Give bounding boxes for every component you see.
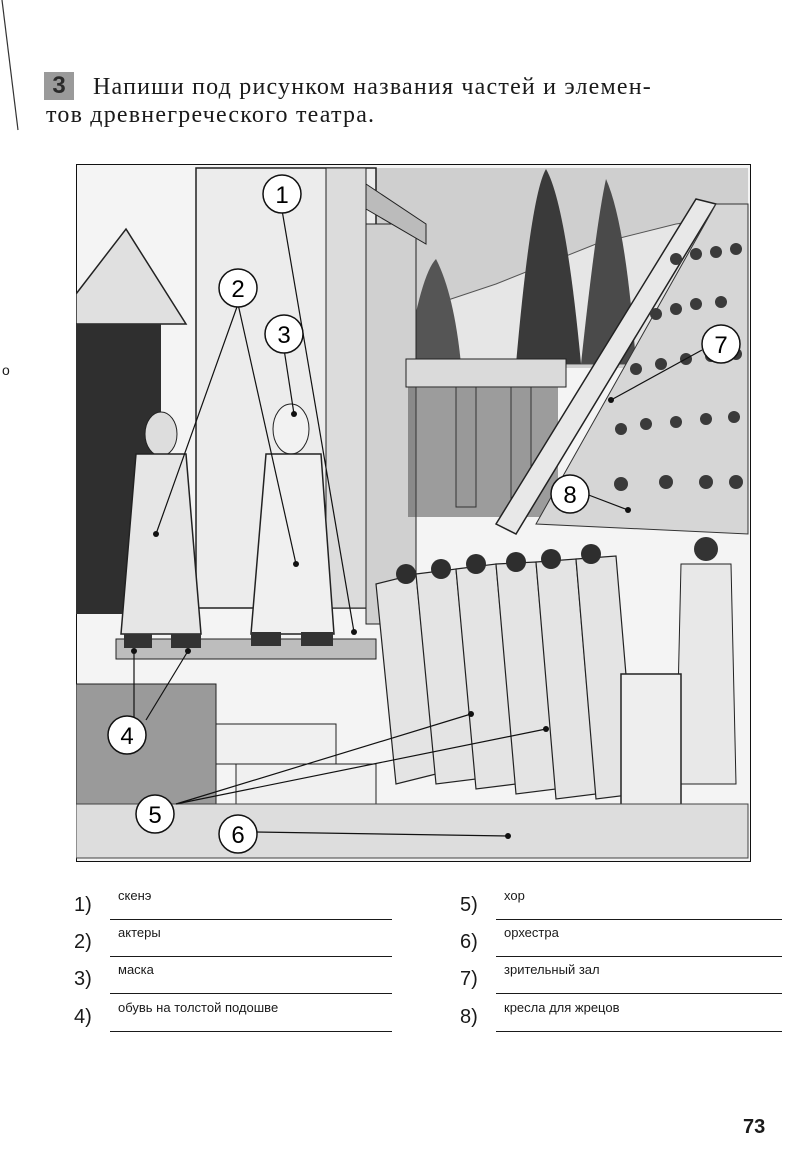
answer-line-5[interactable] bbox=[460, 890, 782, 920]
svg-text:2: 2 bbox=[231, 276, 245, 303]
answer-text: скенэ bbox=[118, 888, 152, 903]
answer-number: 4) bbox=[74, 1006, 92, 1028]
answer-number: 6) bbox=[460, 931, 478, 953]
answer-line-4[interactable] bbox=[74, 1002, 394, 1032]
svg-text:8: 8 bbox=[563, 482, 577, 509]
answer-text: обувь на толстой подошве bbox=[118, 1000, 279, 1015]
svg-text:1: 1 bbox=[275, 182, 289, 209]
answer-number: 7) bbox=[460, 968, 478, 990]
answer-number: 5) bbox=[460, 894, 478, 916]
figure-label-8 bbox=[551, 475, 589, 513]
svg-text:3: 3 bbox=[277, 322, 291, 349]
svg-text:7: 7 bbox=[714, 332, 728, 359]
figure-label-3 bbox=[265, 315, 303, 353]
figure-label-7 bbox=[702, 325, 740, 363]
svg-text:4: 4 bbox=[120, 723, 134, 750]
answer-text: хор bbox=[504, 888, 525, 903]
answer-number: 8) bbox=[460, 1006, 478, 1028]
answer-number: 1) bbox=[74, 894, 92, 916]
task-instruction-line-1: Напиши под рисунком названия частей и элемен- bbox=[93, 74, 652, 100]
figure-label-5 bbox=[136, 795, 174, 833]
answer-number: 3) bbox=[74, 968, 92, 990]
svg-text:6: 6 bbox=[231, 822, 245, 849]
answer-line-1[interactable] bbox=[74, 890, 394, 920]
task-number-badge: 3 bbox=[44, 72, 74, 100]
answer-text: кресла для жрецов bbox=[504, 1000, 620, 1015]
altar bbox=[621, 674, 681, 819]
answer-text: актеры bbox=[118, 925, 161, 940]
figure-label-1 bbox=[263, 175, 301, 213]
margin-mark: o bbox=[2, 362, 10, 378]
answer-line-2[interactable] bbox=[74, 927, 394, 957]
answer-text: орхестра bbox=[504, 925, 559, 940]
answer-line-6[interactable] bbox=[460, 927, 782, 957]
chorus-group bbox=[376, 556, 636, 799]
figure-label-4 bbox=[108, 716, 146, 754]
svg-text:5: 5 bbox=[148, 802, 162, 829]
answer-text: маска bbox=[118, 962, 154, 977]
figure-label-2 bbox=[219, 269, 257, 307]
page-number: 73 bbox=[743, 1116, 766, 1138]
task-instruction-line-2: тов древнегреческого театра. bbox=[46, 102, 376, 128]
answer-line-7[interactable] bbox=[460, 964, 782, 994]
answer-number: 2) bbox=[74, 931, 92, 953]
answer-line-8[interactable] bbox=[460, 1002, 782, 1032]
page-edge-line bbox=[0, 0, 30, 140]
answer-line-3[interactable] bbox=[74, 964, 394, 994]
answer-text: зрительный зал bbox=[504, 962, 600, 977]
figure-label-6 bbox=[219, 815, 257, 853]
greek-theatre-illustration bbox=[76, 164, 751, 862]
flute-player bbox=[676, 537, 736, 784]
